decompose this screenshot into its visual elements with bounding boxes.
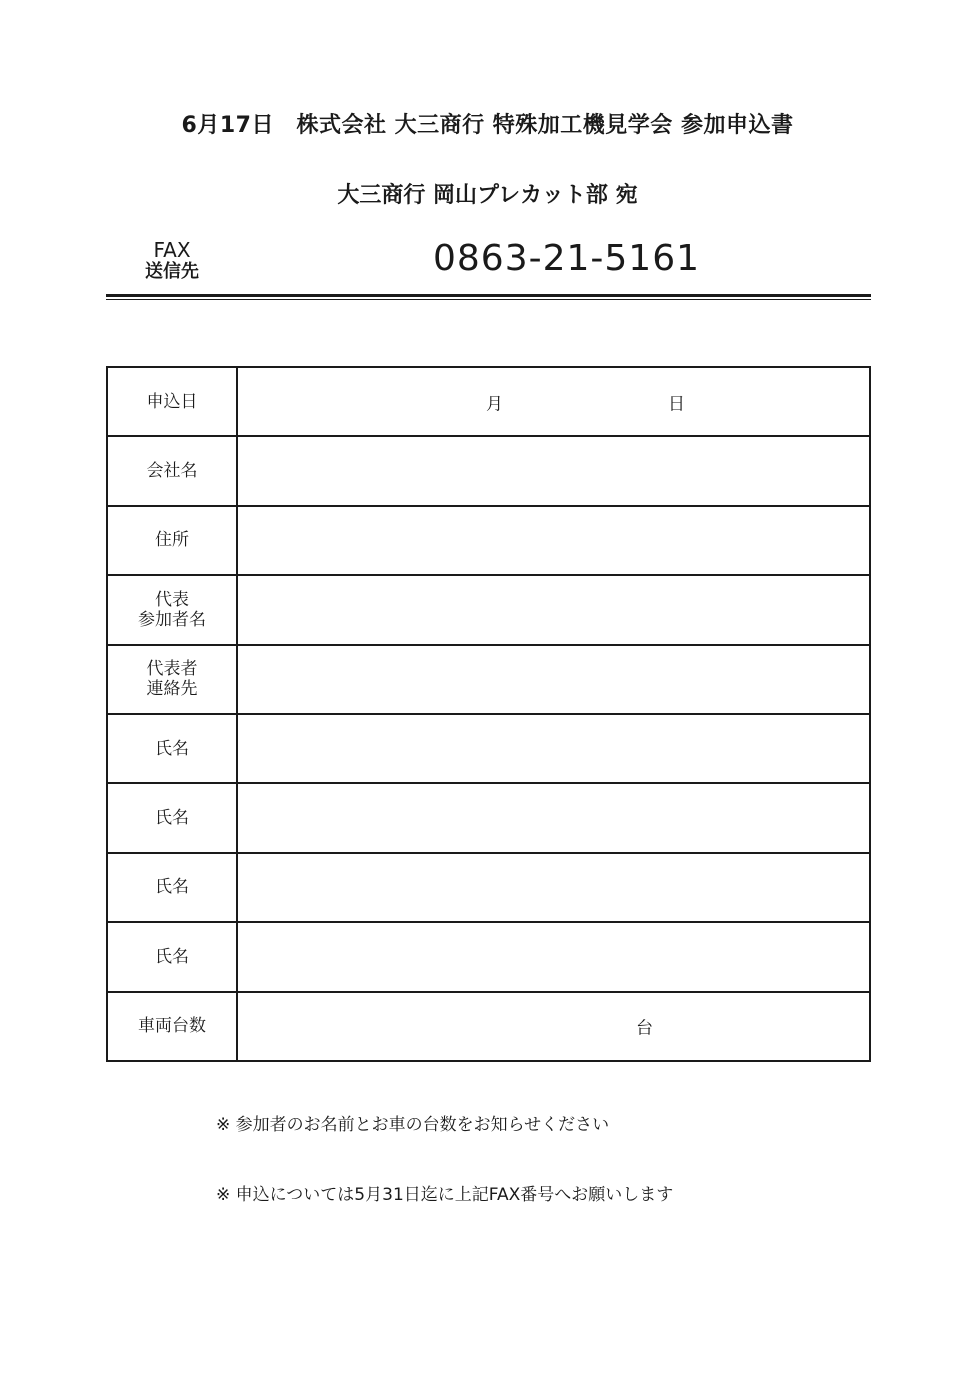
name-field-1[interactable] (237, 714, 870, 783)
header-divider (106, 294, 871, 297)
company-label: 会社名 (107, 436, 237, 505)
row-name-2 (107, 783, 870, 852)
address-field[interactable] (237, 506, 870, 575)
note-deadline: ※ 申込については5月31日迄に上記FAX番号へお願いします (216, 1185, 674, 1205)
fax-label-line1: FAX (153, 238, 191, 262)
rep-participant-label: 代表 参加者名 (107, 575, 237, 644)
recipient: 大三商行 岡山プレカット部 宛 (337, 183, 638, 208)
row-address (107, 506, 870, 575)
rep-contact-label: 代表者 連絡先 (107, 645, 237, 714)
address-label: 住所 (107, 506, 237, 575)
fax-number: 0863-21-5161 (433, 238, 701, 279)
fax-label-line2: 送信先 (145, 261, 199, 282)
company-field[interactable] (237, 436, 870, 505)
day-unit: 日 (668, 394, 685, 415)
row-company (107, 436, 870, 505)
date-field[interactable] (237, 367, 870, 436)
row-rep-participant (107, 575, 870, 644)
name-field-4[interactable] (237, 922, 870, 991)
month-unit: 月 (486, 394, 503, 415)
header-divider-thin (106, 299, 871, 300)
name-label: 氏名 (107, 853, 237, 922)
date-label: 申込日 (107, 367, 237, 436)
row-name-4 (107, 922, 870, 991)
note-participants: ※ 参加者のお名前とお車の台数をお知らせください (216, 1115, 610, 1135)
row-vehicles (107, 992, 870, 1061)
rep-participant-field[interactable] (237, 575, 870, 644)
name-field-3[interactable] (237, 853, 870, 922)
row-date (107, 367, 870, 436)
name-field-2[interactable] (237, 783, 870, 852)
name-label: 氏名 (107, 922, 237, 991)
application-form (106, 366, 871, 1062)
vehicles-field[interactable] (237, 992, 870, 1061)
rep-contact-field[interactable] (237, 645, 870, 714)
row-rep-contact (107, 645, 870, 714)
vehicles-label: 車両台数 (107, 992, 237, 1061)
row-name-3 (107, 853, 870, 922)
row-name-1 (107, 714, 870, 783)
vehicles-unit: 台 (636, 1018, 653, 1039)
fax-label (128, 240, 216, 282)
form-title: 6月17日 株式会社 大三商行 特殊加工機見学会 参加申込書 (181, 113, 794, 138)
name-label: 氏名 (107, 714, 237, 783)
name-label: 氏名 (107, 783, 237, 852)
